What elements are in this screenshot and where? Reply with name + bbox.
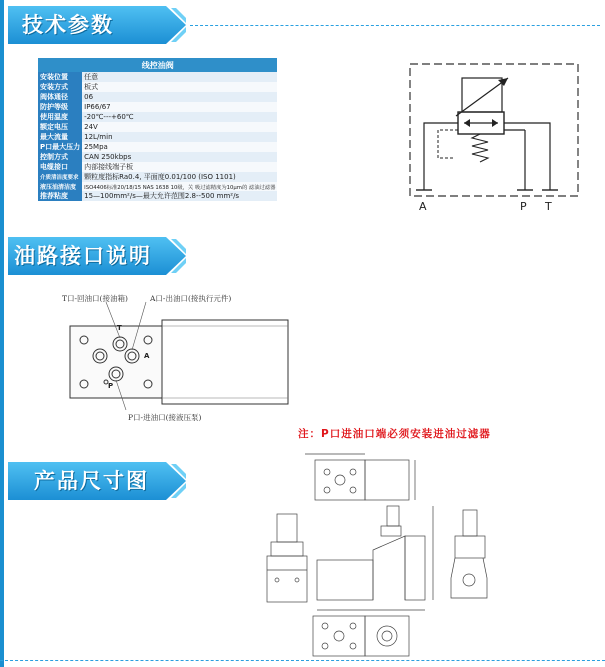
dimension-drawings <box>255 450 600 662</box>
table-row: 最大流量 12L/min <box>38 132 277 142</box>
hydraulic-schematic <box>400 58 590 218</box>
port-face-diagram <box>62 300 302 410</box>
schematic-port-t: T <box>545 200 552 213</box>
section-title-tech: 技术参数 <box>22 13 114 37</box>
callout-a-port: A口-出油口(接执行元件) <box>150 294 232 303</box>
callout-p-port: P口-进油口(接液压泵) <box>128 413 202 422</box>
table-row: 推荐粘度 15—100mm²/s—最大允许范围2.8--500 mm²/s <box>38 191 277 201</box>
spec-table-title: 线控油阀 <box>38 58 277 72</box>
table-row: 使用温度 -20℃---+60℃ <box>38 112 277 122</box>
callout-t-port: T口-回油口(接油箱) <box>62 294 128 303</box>
section-banner-tech <box>8 6 186 44</box>
table-row: 液压油清洁度 ISO4406标准20/18/15 NAS 1638 10级，关 吸过滤精度为10μm的 滤油过滤器 <box>40 184 276 191</box>
table-row: 防护等级 IP66/67 <box>38 102 277 112</box>
table-row: 阀体通径 06 <box>38 92 277 102</box>
filter-warning-note: 注：P口进油口端必须安装进油过滤器 <box>298 428 491 440</box>
table-row: 控制方式 CAN 250kbps <box>38 152 277 162</box>
spec-table <box>38 58 277 201</box>
table-row: 电缆接口 内部接线端子板 <box>38 162 277 172</box>
schematic-port-p: P <box>520 200 527 213</box>
port-label-a: A <box>144 352 150 360</box>
left-accent-bar <box>0 0 4 667</box>
table-row: 安装位置 任意 <box>38 72 277 82</box>
table-row: P口最大压力 25Mpa <box>38 142 277 152</box>
section-banner-ports <box>8 237 186 275</box>
bottom-border <box>0 660 605 661</box>
table-row: 安装方式 板式 <box>38 82 277 92</box>
section-title-dims: 产品尺寸图 <box>34 469 149 493</box>
schematic-port-a: A <box>419 200 427 213</box>
section-title-ports: 油路接口说明 <box>14 244 152 268</box>
divider-line <box>190 25 600 26</box>
table-row: 介质清洁度要求 颗粒度指标Ra0.4, 平面度0.01/100 (ISO 1101) <box>38 172 277 182</box>
table-row: 额定电压 24V <box>38 122 277 132</box>
port-label-p: P <box>108 382 114 390</box>
port-label-t: T <box>117 324 122 332</box>
section-banner-dims <box>8 462 186 500</box>
